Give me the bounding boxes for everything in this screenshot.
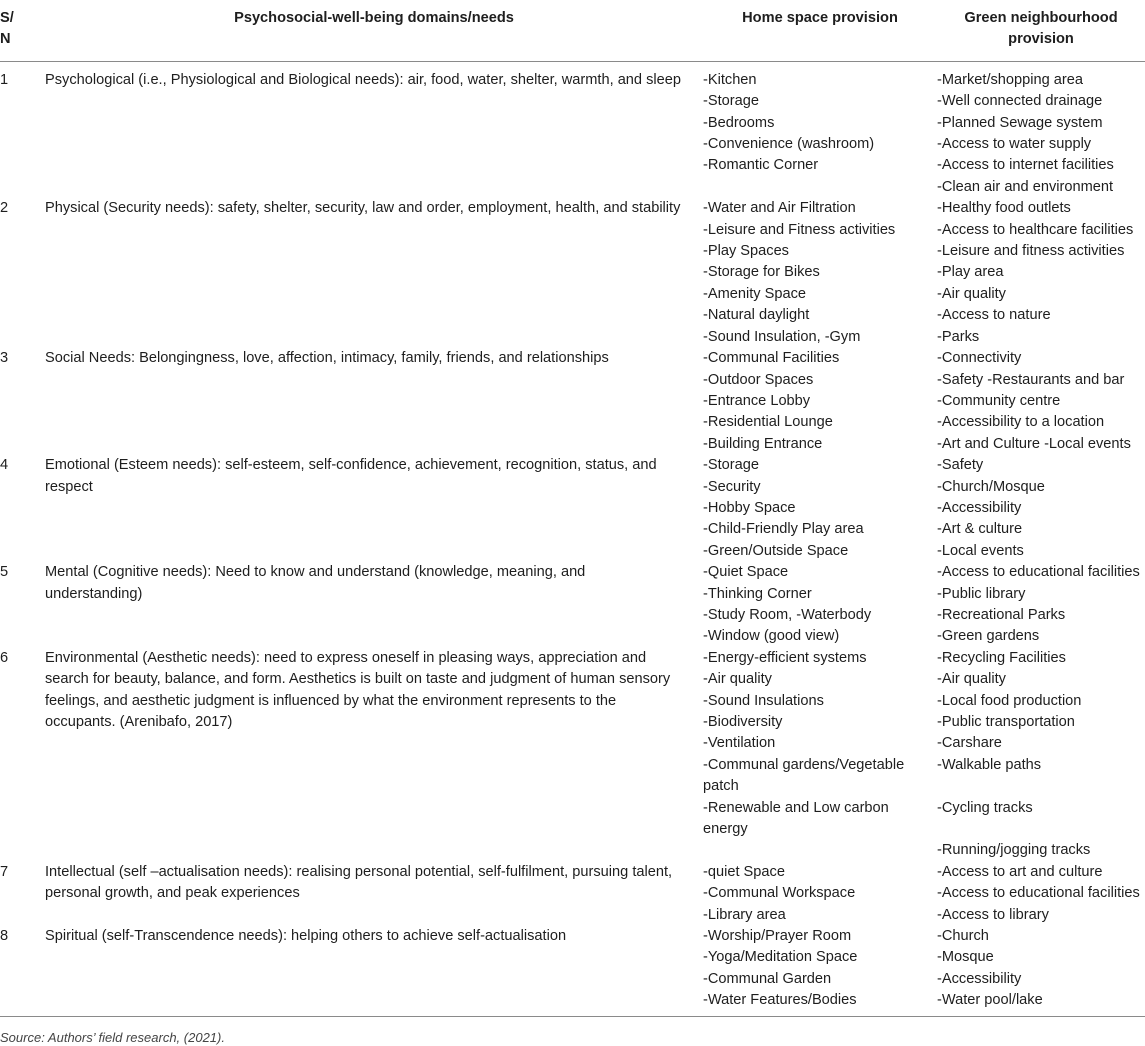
home-provision-item: -Thinking Corner xyxy=(703,585,812,602)
home-provision-item: -Ventilation xyxy=(703,735,776,752)
row-home-provision xyxy=(703,198,937,348)
row-sn: 5 xyxy=(0,564,9,581)
green-provision-item: -Public transportation xyxy=(937,714,1075,730)
row-domain: Emotional (Esteem needs): self-esteem, self-confidence, achievement, recognition, status, and respect xyxy=(45,457,657,495)
home-provision-item: -Water and Air Filtration xyxy=(703,200,856,217)
green-provision-item: -Access to library xyxy=(937,906,1049,923)
header-green: Green neighbourhood provision xyxy=(937,0,1145,61)
green-provision-item: -Well connected drainage xyxy=(937,93,1103,110)
home-provision-item: -Outdoor Spaces xyxy=(703,371,814,388)
source-note: Source: Authors’ field research, (2021). xyxy=(0,1030,225,1045)
home-provision-item: -Child-Friendly Play area xyxy=(703,521,864,538)
home-provision-item: -Play Spaces xyxy=(703,243,789,260)
green-provision-item: -Walkable paths xyxy=(937,756,1042,773)
green-provision-item: -Art and Culture -Local events xyxy=(937,435,1131,452)
row-home-provision xyxy=(703,348,937,455)
row-domain: Physical (Security needs): safety, shelter, security, law and order, employment, health, and stability xyxy=(45,200,681,217)
row-home-provision xyxy=(703,455,937,562)
green-provision-item: -Air quality xyxy=(937,671,1006,688)
home-provision-item: -Window (good view) xyxy=(703,628,840,645)
home-provision-item: -Entrance Lobby xyxy=(703,392,811,409)
green-provision-item: -Healthy food outlets xyxy=(937,200,1071,217)
green-provision-item: -Connectivity xyxy=(937,350,1022,367)
row-green-provision xyxy=(937,648,1145,862)
home-provision-item: -Building Entrance xyxy=(703,435,823,452)
home-provision-item: -Library area xyxy=(703,906,786,923)
home-provision-item: -Study Room, -Waterbody xyxy=(703,606,872,623)
green-provision-item: -Church xyxy=(937,928,989,945)
green-provision-item: -Access to nature xyxy=(937,307,1051,324)
green-provision-item xyxy=(937,776,1145,797)
table-row xyxy=(0,648,1145,862)
row-sn: 2 xyxy=(0,200,9,217)
table-row xyxy=(0,348,1145,455)
row-home-provision xyxy=(703,648,937,862)
home-provision-item: -Water Features/Bodies xyxy=(703,992,857,1009)
home-provision-item: -Green/Outside Space xyxy=(703,542,849,559)
table-row xyxy=(0,562,1145,648)
home-provision-item: -Residential Lounge xyxy=(703,414,833,431)
row-green-provision xyxy=(937,198,1145,348)
green-provision-item: -Local events xyxy=(937,542,1024,559)
home-provision-item: -Bedrooms xyxy=(703,114,775,131)
green-provision-item: -Clean air and environment xyxy=(937,178,1114,195)
row-home-provision xyxy=(703,862,937,926)
home-provision-item: -quiet Space xyxy=(703,863,785,880)
home-provision-item: -Communal gardens/Vegetable patch xyxy=(703,756,905,795)
row-green-provision xyxy=(937,455,1145,562)
table-row xyxy=(0,198,1145,348)
home-provision-item: -Storage for Bikes xyxy=(703,264,820,281)
row-sn: 6 xyxy=(0,649,9,666)
green-provision-item: -Access to educational facilities xyxy=(937,885,1140,902)
green-provision-item: -Recycling Facilities xyxy=(937,649,1066,666)
green-provision-item: -Recreational Parks xyxy=(937,606,1066,623)
green-provision-item xyxy=(937,819,1145,840)
row-domain: Spiritual (self-Transcendence needs): helping others to achieve self-actualisation xyxy=(45,928,567,945)
row-sn: 1 xyxy=(0,71,9,88)
row-domain: Psychological (i.e., Physiological and Biological needs): air, food, water, shelter, warmth, and sleep xyxy=(45,71,681,88)
green-provision-item: -Local food production xyxy=(937,692,1082,709)
row-green-provision xyxy=(937,862,1145,926)
home-provision-item: -Worship/Prayer Room xyxy=(703,928,852,945)
header-sn-text: S/ N xyxy=(0,10,14,48)
header-domain: Psychosocial-well-being domains/needs xyxy=(45,0,703,61)
home-provision-item: -Biodiversity xyxy=(703,714,783,730)
green-provision-item: -Mosque xyxy=(937,949,994,966)
row-domain: Mental (Cognitive needs): Need to know and understand (knowledge, meaning, and understanding) xyxy=(45,564,586,602)
home-provision-item: -Convenience (washroom) xyxy=(703,136,875,153)
green-provision-item: -Church/Mosque xyxy=(937,478,1045,495)
green-provision-item: -Water pool/lake xyxy=(937,992,1043,1009)
green-provision-item: -Access to healthcare facilities xyxy=(937,221,1134,238)
row-domain: Environmental (Aesthetic needs): need to express oneself in pleasing ways, appreciation and search for beauty, balance, and form. Aesthetics is built on taste and judgment of human sensory feelings, and aesthetic judgment is influenced by what the environment represents to the occupants. (Arenibafo, 2017) xyxy=(45,649,671,730)
green-provision-item: -Market/shopping area xyxy=(937,71,1084,88)
green-provision-item: -Carshare xyxy=(937,735,1002,752)
green-provision-item: -Accessibility xyxy=(937,970,1022,987)
row-sn: 4 xyxy=(0,457,9,474)
row-sn: 8 xyxy=(0,928,9,945)
green-provision-item: -Access to educational facilities xyxy=(937,564,1140,581)
home-provision-item: -Storage xyxy=(703,93,759,110)
home-provision-item: -Storage xyxy=(703,457,759,474)
home-provision-item xyxy=(703,177,937,198)
home-provision-item: -Natural daylight xyxy=(703,307,810,324)
row-green-provision xyxy=(937,926,1145,1016)
green-provision-item: -Accessibility to a location xyxy=(937,414,1105,431)
header-sn xyxy=(0,0,45,61)
green-provision-item: -Planned Sewage system xyxy=(937,114,1103,131)
home-provision-item: -Leisure and Fitness activities xyxy=(703,221,896,238)
row-domain: Intellectual (self –actualisation needs): realising personal potential, self-fulfilment, pursuing talent, personal growth, and peak experiences xyxy=(45,863,673,902)
green-provision-item: -Safety xyxy=(937,457,984,474)
home-provision-item: -Communal Workspace xyxy=(703,885,856,902)
table-row xyxy=(0,862,1145,926)
green-provision-item: -Safety -Restaurants and bar xyxy=(937,371,1125,388)
green-provision-item: -Art & culture xyxy=(937,521,1023,538)
home-provision-item: -Air quality xyxy=(703,671,772,688)
row-green-provision xyxy=(937,348,1145,455)
row-green-provision xyxy=(937,562,1145,648)
table-body xyxy=(0,61,1145,1016)
home-provision-item: -Yoga/Meditation Space xyxy=(703,949,858,966)
home-provision-item: -Quiet Space xyxy=(703,564,789,581)
row-home-provision xyxy=(703,562,937,648)
row-green-provision xyxy=(937,61,1145,198)
green-provision-item: -Parks xyxy=(937,328,980,345)
row-home-provision xyxy=(703,926,937,1016)
green-provision-item: -Community centre xyxy=(937,392,1061,409)
row-sn: 7 xyxy=(0,863,9,880)
home-provision-item: -Communal Garden xyxy=(703,970,832,987)
green-provision-item: -Leisure and fitness activities xyxy=(937,243,1125,260)
home-provision-item: -Renewable and Low carbon energy xyxy=(703,799,889,838)
home-provision-item: -Communal Facilities xyxy=(703,350,840,367)
green-provision-item: -Running/jogging tracks xyxy=(937,842,1091,859)
header-home: Home space provision xyxy=(703,0,937,61)
green-provision-item: -Green gardens xyxy=(937,628,1040,645)
green-provision-item: -Air quality xyxy=(937,285,1006,302)
home-provision-item: -Sound Insulation, -Gym xyxy=(703,328,861,345)
green-provision-item: -Accessibility xyxy=(937,499,1022,516)
green-provision-item: -Cycling tracks xyxy=(937,799,1033,816)
table-row xyxy=(0,455,1145,562)
home-provision-item xyxy=(703,840,937,861)
green-provision-item: -Access to internet facilities xyxy=(937,157,1114,174)
home-provision-item: -Hobby Space xyxy=(703,499,796,516)
row-home-provision xyxy=(703,61,937,198)
home-provision-item: -Romantic Corner xyxy=(703,157,819,174)
green-provision-item: -Play area xyxy=(937,264,1004,281)
green-provision-item: -Access to art and culture xyxy=(937,863,1103,880)
home-provision-item: -Energy-efficient systems xyxy=(703,649,867,666)
home-provision-item: -Kitchen xyxy=(703,71,757,88)
row-sn: 3 xyxy=(0,350,9,367)
home-provision-item: -Sound Insulations xyxy=(703,692,824,709)
home-provision-item: -Security xyxy=(703,478,761,495)
row-domain: Social Needs: Belongingness, love, affection, intimacy, family, friends, and relationships xyxy=(45,350,609,367)
green-provision-item: -Public library xyxy=(937,585,1026,602)
table-header-row xyxy=(0,0,1145,61)
table-row xyxy=(0,61,1145,198)
home-provision-item: -Amenity Space xyxy=(703,285,807,302)
green-provision-item: -Access to water supply xyxy=(937,136,1092,153)
table-row xyxy=(0,926,1145,1016)
